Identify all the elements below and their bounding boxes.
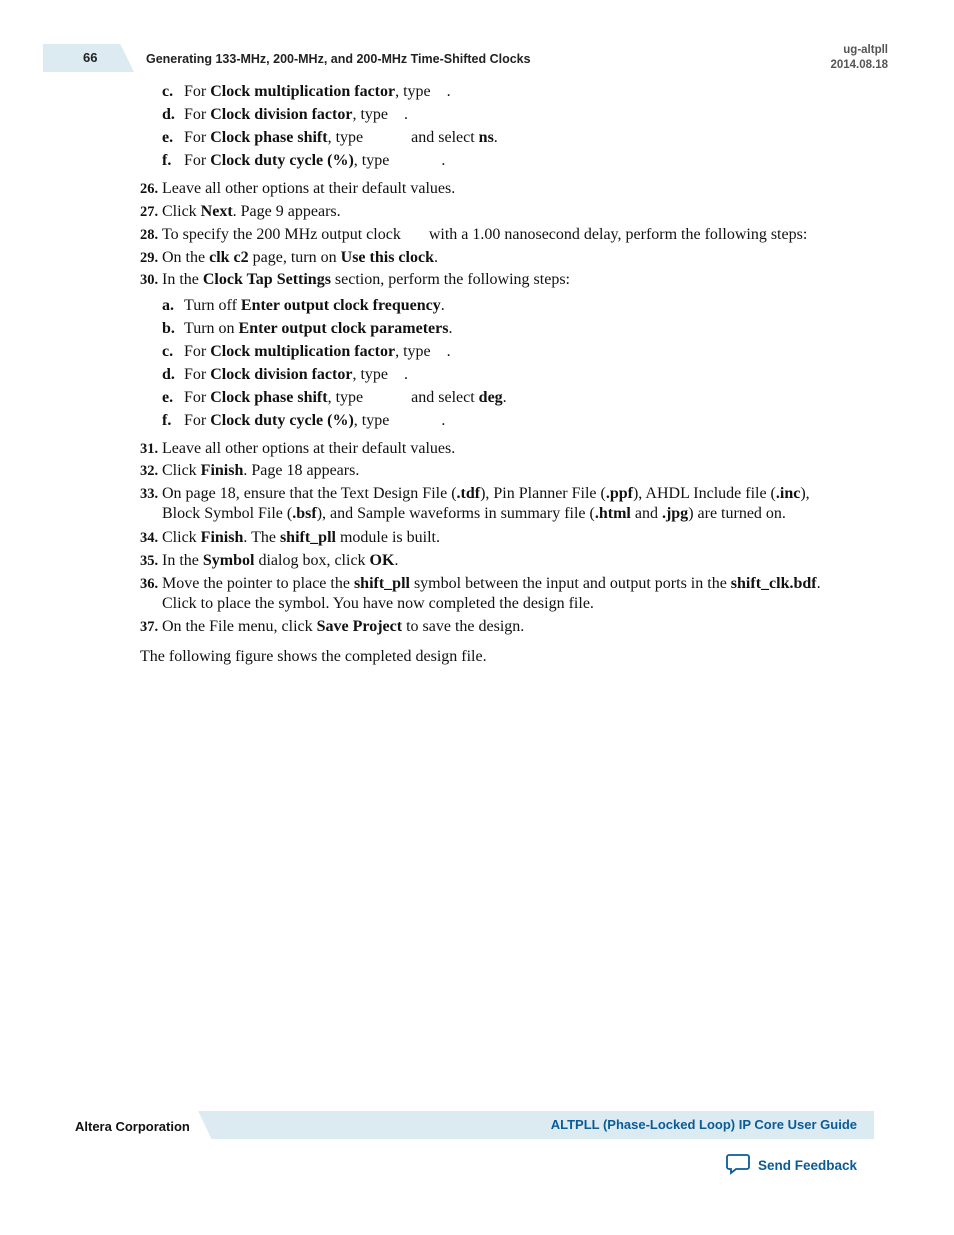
speech-bubble-icon [726, 1153, 750, 1178]
ui-term: clk c2 [209, 249, 249, 266]
step-number: 30. [140, 272, 159, 288]
sub-step-text [184, 388, 507, 408]
text-run: . [816, 575, 821, 592]
footer-company: Altera Corporation [75, 1119, 190, 1134]
step-text [162, 528, 440, 548]
text-run: dialog box, click [254, 552, 370, 569]
sub-step-letter: f. [162, 152, 172, 169]
sub-step-letter: e. [162, 129, 174, 146]
sub-step-text [184, 151, 445, 171]
step-text [162, 248, 438, 268]
step-text [162, 439, 455, 459]
sub-step-letter: a. [162, 297, 174, 314]
footer-guide-title[interactable]: ALTPLL (Phase-Locked Loop) IP Core User Guide [550, 1117, 857, 1132]
ui-term: shift_pll [279, 529, 336, 546]
text-run: Turn on [184, 320, 239, 337]
step-text [162, 617, 524, 637]
text-run: ), and Sample waveforms in summary file ( [316, 505, 595, 522]
ui-term: Clock phase shift [210, 129, 328, 146]
sub-step-text [184, 365, 408, 385]
text-run: . [448, 320, 453, 337]
ui-term: Finish [200, 529, 244, 546]
text-run: Click [162, 203, 201, 220]
text-run: In the [162, 271, 203, 288]
sub-step-text [184, 128, 498, 148]
sub-step-letter: c. [162, 343, 174, 360]
ui-term: Clock multiplication factor [210, 83, 396, 100]
ui-term: Clock Tap Settings [202, 271, 331, 288]
sub-step-letter: b. [162, 320, 175, 337]
step-text [162, 202, 341, 222]
ui-term: .inc [775, 485, 801, 502]
text-run: ) are turned on. [688, 505, 786, 522]
text-run: , type and select [327, 389, 479, 406]
sub-step-text [184, 105, 408, 125]
ui-term: deg [478, 389, 503, 406]
ui-term: Finish [200, 462, 244, 479]
text-run: For [184, 106, 211, 123]
text-run: For [184, 343, 211, 360]
text-run: On the [162, 249, 210, 266]
ui-term: Clock duty cycle (%) [210, 412, 354, 429]
sub-step-letter: f. [162, 412, 172, 429]
section-title: Generating 133-MHz, 200-MHz, and 200-MHz Time-Shifted Clocks [146, 52, 531, 66]
step-text [162, 574, 821, 614]
ui-term: shift_pll [353, 575, 410, 592]
text-run: Leave all other options at their default values. [162, 440, 456, 457]
step-number: 32. [140, 463, 159, 479]
step-number: 34. [140, 530, 159, 546]
step-number: 31. [140, 441, 159, 457]
ui-term: Clock multiplication factor [210, 343, 396, 360]
text-run: ), Pin Planner File ( [480, 485, 606, 502]
text-run: For [184, 412, 211, 429]
step-text [162, 484, 810, 524]
ui-term: Save Project [316, 618, 403, 635]
sub-step-text [184, 82, 451, 102]
text-run: ), AHDL Include file ( [632, 485, 776, 502]
text-run: For [184, 366, 211, 383]
step-number: 36. [140, 576, 159, 592]
step-text [162, 270, 570, 290]
step-text [162, 461, 359, 481]
text-run: Block Symbol File ( [162, 505, 293, 522]
text-run: , type . [395, 343, 451, 360]
text-run: section, perform the following steps: [330, 271, 570, 288]
text-run: Move the pointer to place the [162, 575, 354, 592]
ui-term: ns [478, 129, 494, 146]
send-feedback-label: Send Feedback [758, 1158, 858, 1173]
text-run: For [184, 389, 211, 406]
text-run: For [184, 129, 211, 146]
sub-step-letter: d. [162, 106, 175, 123]
ui-term: .html [594, 505, 631, 522]
ui-term: Next [200, 203, 233, 220]
ui-term: Use this clock [340, 249, 434, 266]
text-run: , type . [353, 412, 446, 429]
text-run: and [630, 505, 662, 522]
text-run: On page 18, ensure that the Text Design File ( [162, 485, 457, 502]
text-run: Click to place the symbol. You have now completed the design file. [162, 595, 594, 612]
step-number: 27. [140, 204, 159, 220]
text-run: In the [162, 552, 203, 569]
text-run: , type . [353, 152, 446, 169]
text-run: . [433, 249, 438, 266]
text-run: , type and select [327, 129, 479, 146]
closing-paragraph: The following figure shows the completed design file. [140, 648, 487, 665]
text-run: , type . [352, 366, 408, 383]
text-run: page, turn on [248, 249, 341, 266]
text-run: . [502, 389, 507, 406]
send-feedback-link[interactable] [726, 1153, 857, 1178]
text-run: Leave all other options at their default values. [162, 180, 456, 197]
ui-term: shift_clk.bdf [730, 575, 817, 592]
sub-step-letter: e. [162, 389, 174, 406]
text-run: module is built. [335, 529, 440, 546]
ui-term: Clock division factor [210, 106, 353, 123]
ui-term: .tdf [456, 485, 481, 502]
step-text [162, 551, 398, 571]
step-text [162, 179, 455, 199]
ui-term: Clock duty cycle (%) [210, 152, 354, 169]
text-run: to save the design. [402, 618, 525, 635]
text-run: For [184, 152, 211, 169]
text-run: For [184, 83, 211, 100]
text-run: Click [162, 529, 201, 546]
ui-term: .bsf [292, 505, 317, 522]
step-number: 26. [140, 181, 159, 197]
step-number: 29. [140, 250, 159, 266]
sub-step-letter: d. [162, 366, 175, 383]
text-run: On the File menu, click [162, 618, 317, 635]
text-run: . [440, 297, 445, 314]
doc-meta [830, 43, 888, 73]
step-number: 28. [140, 227, 159, 243]
ui-term: Clock phase shift [210, 389, 328, 406]
ui-term: .jpg [661, 505, 689, 522]
text-run: ), [800, 485, 810, 502]
text-run: . The [243, 529, 280, 546]
sub-step-letter: c. [162, 83, 174, 100]
step-number: 35. [140, 553, 159, 569]
ui-term: OK [369, 552, 395, 569]
text-run: . Page 18 appears. [243, 462, 360, 479]
step-text [162, 225, 807, 245]
text-run: , type . [352, 106, 408, 123]
ui-term: .ppf [605, 485, 633, 502]
text-run: . Page 9 appears. [232, 203, 341, 220]
text-run: , type . [395, 83, 451, 100]
ui-term: Enter output clock parameters [238, 320, 449, 337]
text-run: Turn off [184, 297, 241, 314]
step-number: 33. [140, 486, 159, 502]
doc-id: ug-altpll [843, 44, 888, 56]
ui-term: Enter output clock frequency [240, 297, 441, 314]
sub-step-text [184, 296, 445, 316]
sub-step-text [184, 319, 452, 339]
text-run: symbol between the input and output ports in the [409, 575, 731, 592]
sub-step-text [184, 342, 451, 362]
sub-step-text [184, 411, 445, 431]
text-run: Click [162, 462, 201, 479]
text-run: . [394, 552, 399, 569]
step-number: 37. [140, 619, 159, 635]
ui-term: Clock division factor [210, 366, 353, 383]
page-number: 66 [83, 50, 98, 65]
doc-date: 2014.08.18 [830, 59, 888, 71]
text-run: . [493, 129, 498, 146]
text-run: To specify the 200 MHz output clock with a 1.00 nanosecond delay, perform the following steps: [162, 226, 808, 243]
ui-term: Symbol [202, 552, 255, 569]
